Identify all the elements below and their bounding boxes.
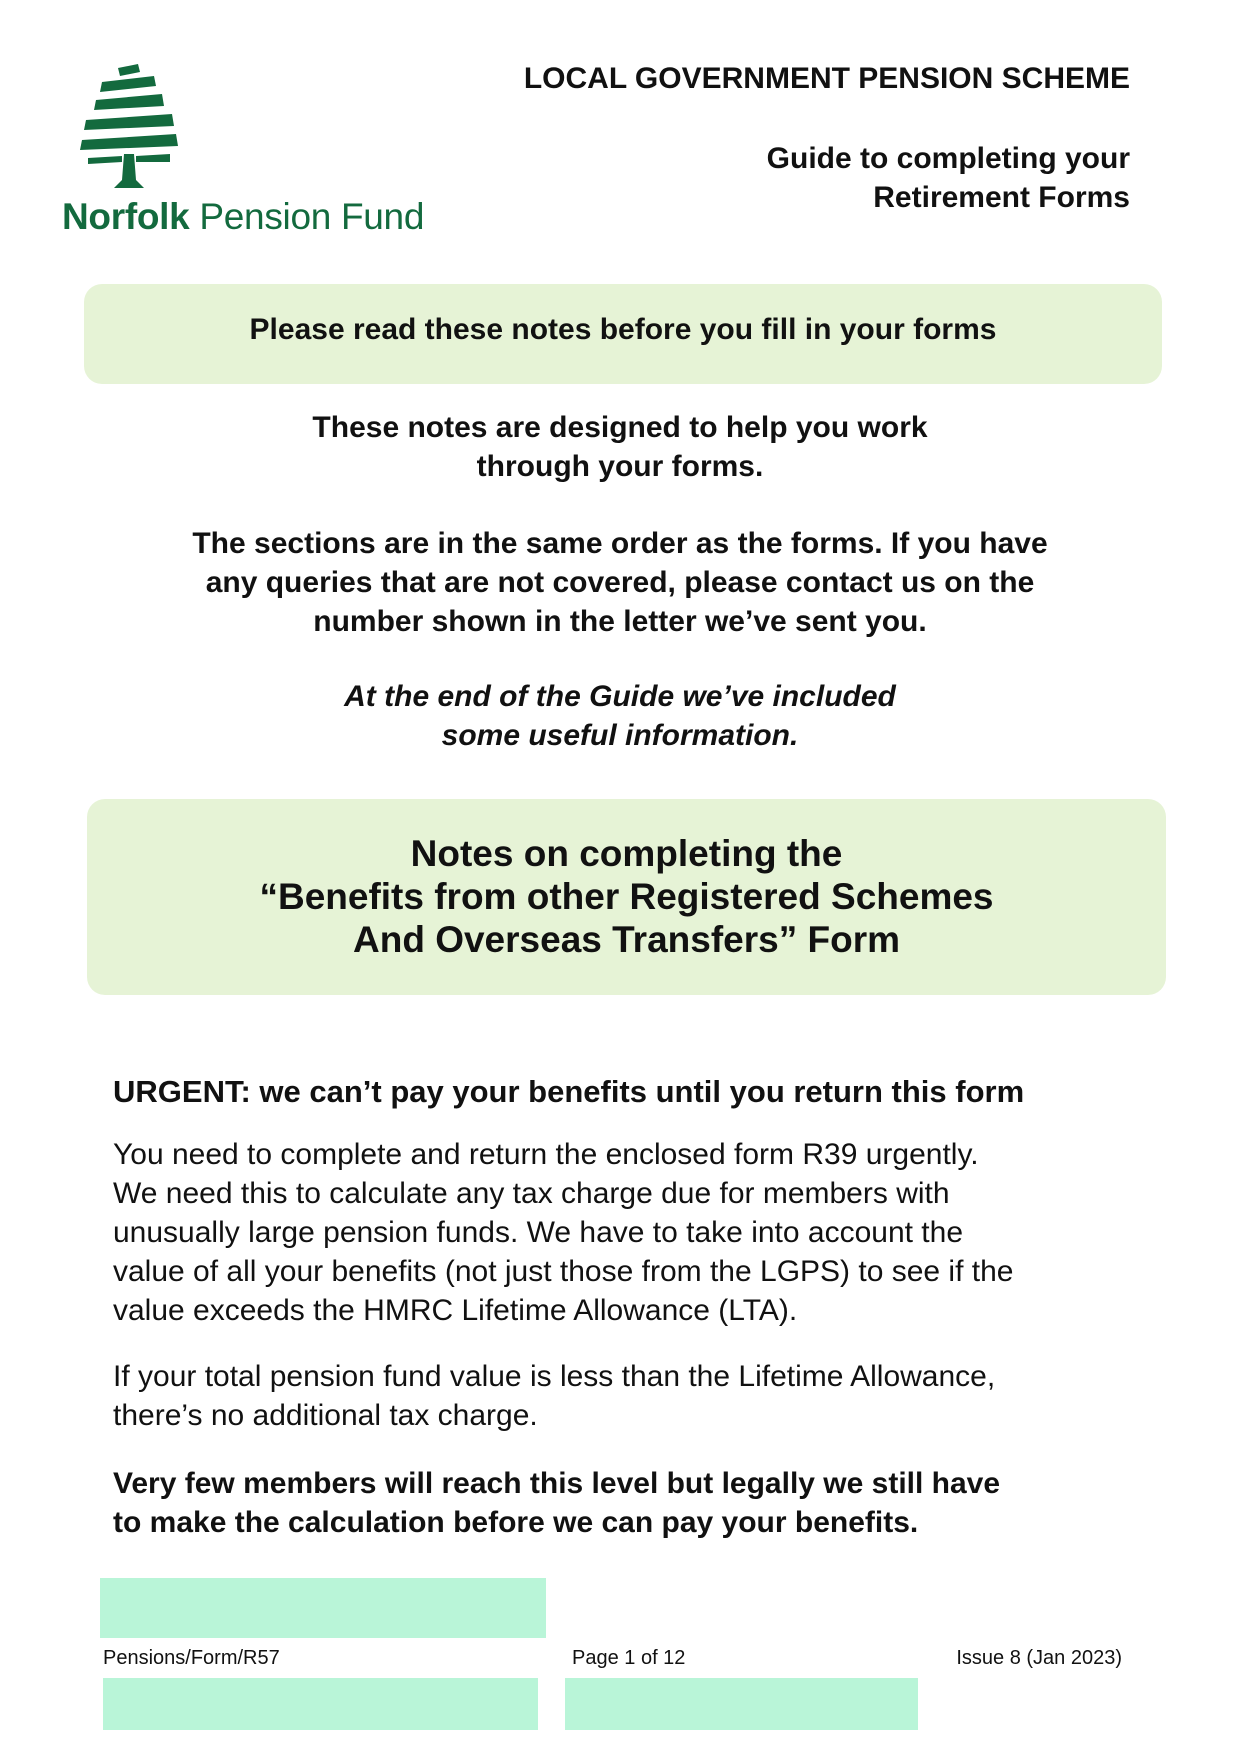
intro-paragraph-2 — [110, 524, 1130, 641]
intro-line: through your forms. — [476, 450, 764, 483]
intro-line: These notes are designed to help you work — [312, 411, 928, 444]
guide-title — [767, 139, 1130, 217]
urgent-heading: URGENT: we can’t pay your benefits until you return this form — [113, 1074, 1025, 1109]
notes-heading-line: “Benefits from other Registered Schemes — [259, 876, 994, 917]
intro-line: any queries that are not covered, please contact us on the — [205, 566, 1035, 599]
intro-line: some useful information. — [441, 719, 799, 752]
footer-highlight — [103, 1678, 538, 1730]
notice-text: Please read these notes before you fill in your forms — [249, 313, 997, 346]
notes-heading-line: And Overseas Transfers” Form — [353, 919, 900, 960]
norfolk-pension-fund-logo — [60, 62, 440, 242]
intro-paragraph — [110, 408, 1130, 486]
body-paragraph-2 — [113, 1357, 1143, 1435]
footer-highlight — [100, 1578, 546, 1638]
body-line: to make the calculation before we can pay your benefits. — [113, 1506, 919, 1539]
body-line: You need to complete and return the enclosed form R39 urgently. — [113, 1138, 979, 1171]
notice-box — [84, 284, 1162, 384]
intro-line: At the end of the Guide we’ve included — [344, 680, 896, 713]
scheme-title: LOCAL GOVERNMENT PENSION SCHEME — [523, 62, 1130, 95]
intro-italic-note — [110, 677, 1130, 755]
body-line: unusually large pension funds. We have to take into account the — [113, 1216, 964, 1249]
body-line: value of all your benefits (not just those from the LGPS) to see if the — [113, 1255, 1014, 1288]
body-line: there’s no additional tax charge. — [113, 1399, 538, 1432]
intro-line: The sections are in the same order as the forms. If you have — [192, 527, 1048, 560]
logo-text: Norfolk Pension Fund — [62, 196, 425, 237]
footer-highlight — [565, 1678, 918, 1730]
guide-title-line: Guide to completing your — [766, 142, 1130, 175]
body-line: value exceeds the HMRC Lifetime Allowance (LTA). — [113, 1294, 798, 1327]
body-line: Very few members will reach this level but legally we still have — [113, 1467, 1001, 1500]
notes-heading — [87, 832, 1166, 961]
notes-heading-line: Notes on completing the — [410, 833, 843, 874]
body-line: We need this to calculate any tax charge due for members with — [113, 1177, 950, 1210]
body-paragraph-1 — [113, 1135, 1143, 1330]
footer-issue: Issue 8 (Jan 2023) — [956, 1647, 1122, 1669]
body-line: If your total pension fund value is less than the Lifetime Allowance, — [113, 1360, 996, 1393]
footer-form-ref: Pensions/Form/R57 — [103, 1647, 280, 1669]
footer-page-number: Page 1 of 12 — [572, 1647, 686, 1669]
guide-title-line: Retirement Forms — [873, 181, 1130, 214]
tree-icon — [74, 62, 184, 192]
notes-box — [87, 799, 1166, 995]
intro-line: number shown in the letter we’ve sent you. — [313, 605, 927, 638]
body-paragraph-3 — [113, 1464, 1143, 1542]
